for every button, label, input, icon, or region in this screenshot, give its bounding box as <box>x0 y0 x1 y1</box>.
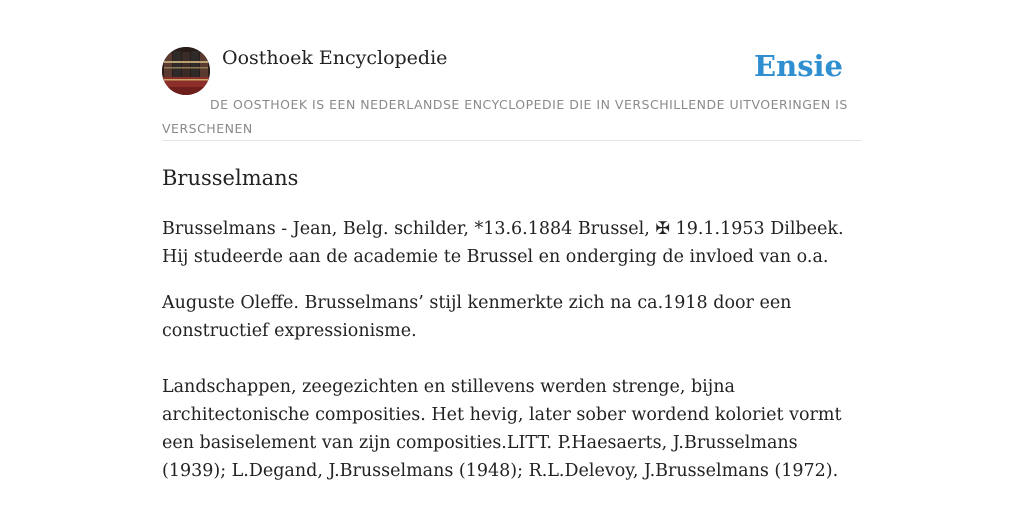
site-tagline: DE OOSTHOEK IS EEN NEDERLANDSE ENCYCLOPEDIE DIE IN VERSCHILLENDE UITVOERINGEN IS VERSCHENEN <box>162 97 848 136</box>
article <box>162 163 862 503</box>
avatar[interactable] <box>162 47 210 95</box>
article-paragraph: Brusselmans - Jean, Belg. schilder, *13.6.1884 Brussel, ✠ 19.1.1953 Dilbeek. Hij studeerde aan de academie te Brussel en onderging de invloed van o.a. <box>162 219 844 267</box>
article-paragraph: Auguste Oleffe. Brusselmans’ stijl kenmerkte zich na ca.1918 door een constructief expressionisme. <box>162 293 792 341</box>
article-paragraph: Landschappen, zeegezichten en stillevens werden strenge, bijna architectonische composities. Het hevig, later sober wordend koloriet vormt een basiselement van zijn composities.LITT. P.Haesaerts, J.Brusselmans (1939); L.Degand, J.Brusselmans (1948); R.L.Delevoy, J.Brusselmans (1972). <box>162 377 842 481</box>
site-title[interactable]: Oosthoek Encyclopedie <box>222 47 448 69</box>
article-title: Brusselmans <box>162 166 299 190</box>
brand-logo-link[interactable]: Ensie <box>754 49 843 83</box>
encyclopedia-books-icon <box>162 47 210 95</box>
site-header <box>162 44 862 141</box>
